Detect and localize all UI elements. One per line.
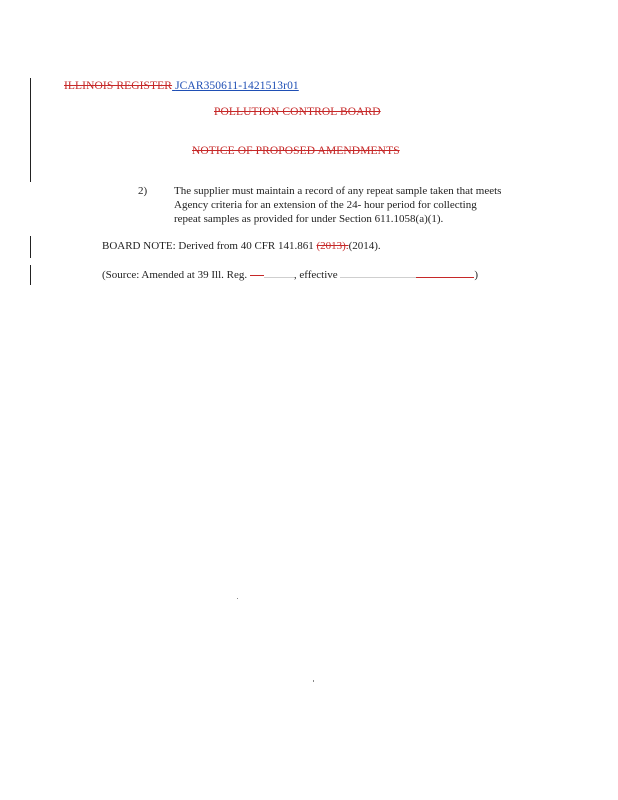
board-note [102,240,381,253]
source-prefix: (Source: Amended at 39 Ill. Reg. [102,269,250,281]
notice-title: NOTICE OF PROPOSED AMENDMENTS [192,145,400,157]
source-suffix: ) [474,269,479,281]
change-bar-board-note [30,236,31,258]
item-line-1: The supplier must maintain a record of any repeat sample taken that meets [174,185,502,197]
scan-speck [313,680,314,682]
source-effective-blank-inserted [416,268,474,278]
agency-title: POLLUTION CONTROL BOARD [214,106,381,118]
source-reg-blank-struck [250,275,264,276]
item-line-2: Agency criteria for an extension of the 24- hour period for collecting [174,199,477,211]
change-bar-source [30,265,31,285]
register-line [64,80,299,92]
board-note-struck: (2013). [316,240,349,252]
register-struck-text: ILLINOIS REGISTER [64,80,173,92]
source-middle: , effective [293,269,341,281]
board-note-inserted: (2014). [348,240,381,252]
item-number: 2) [138,185,148,197]
change-bar-header [30,78,31,182]
scan-speck [237,598,238,599]
source-line [102,268,478,282]
register-inserted-value: JCAR350611-1421513r01 [175,80,299,92]
board-note-prefix: BOARD NOTE: Derived from 40 CFR 141.861 [102,240,317,252]
register-inserted-text [172,80,299,92]
source-reg-blank [264,268,294,278]
item-line-3: repeat samples as provided for under Section 611.1058(a)(1). [174,213,444,225]
source-effective-blank [340,268,416,278]
